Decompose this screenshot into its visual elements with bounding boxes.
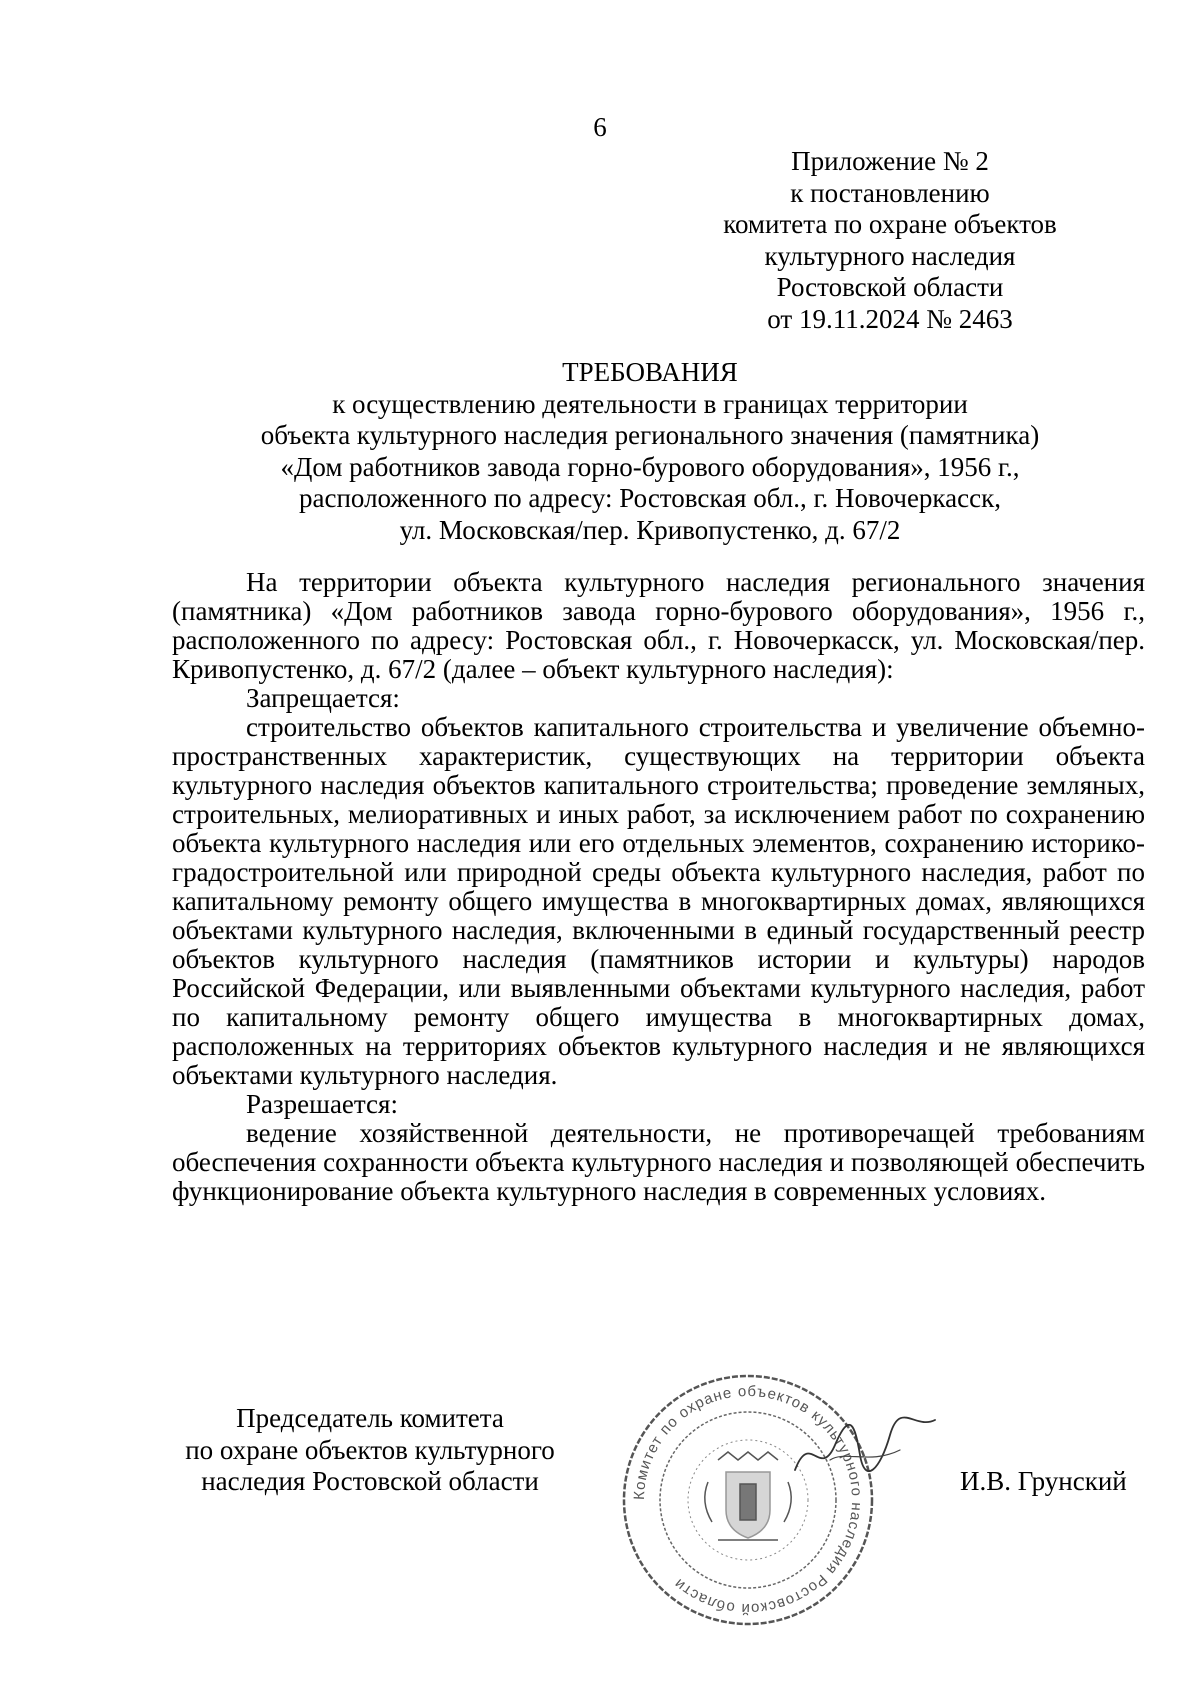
allowed-paragraph: ведение хозяйственной деятельности, не противоречащей требованиям обеспечения сохранности объекта культурного наследия и позволяющей обеспечить функционирование объекта культурного наследия в современных условиях.: [172, 1118, 1145, 1206]
prohibited-paragraph: строительство объектов капитального строительства и увеличение объемно-пространственных характеристик, существующих на территории объекта культурного наследия объектов капитального строительства; проведение земляных, строительных, мелиоративных и иных работ, за исключением работ по сохранению объекта культурного наследия или его отдельных элементов, сохранению историко-градостроительной или природной среды объекта культурного наследия, работ по капитальному ремонту общего имущества в многоквартирных домах, являющихся объектами культурного наследия, включенными в единый государственный реестр объектов культурного наследия (памятников истории и культуры) народов Российской Федерации, или выявленными объектами культурного наследия, работ по капитальному ремонту общего имущества в многоквартирных домах, расположенных на территориях объектов культурного наследия и не являющихся объектами культурного наследия.: [172, 712, 1145, 1090]
signatory-name: И.В. Грунский: [960, 1466, 1127, 1496]
page-number: 6: [593, 112, 607, 142]
title-line: «Дом работников завода горно-бурового оборудования», 1956 г.,: [280, 451, 1020, 482]
title-line: объекта культурного наследия регионального значения (памятника): [260, 420, 1040, 450]
title-line: расположенного по адресу: Ростовская обл., г. Новочеркасск,: [299, 483, 1001, 513]
title-heading: ТРЕБОВАНИЯ: [562, 357, 738, 387]
appendix-line: комитета по охране объектов: [723, 209, 1057, 239]
position-line: наследия Ростовской области: [201, 1466, 539, 1496]
appendix-line: Приложение № 2: [791, 146, 989, 176]
position-line: Председатель комитета: [236, 1403, 504, 1433]
coat-of-arms-icon: [705, 1452, 791, 1540]
official-seal: [618, 1370, 878, 1630]
appendix-line: Ростовской области: [776, 272, 1004, 302]
appendix-line: от 19.11.2024 № 2463: [767, 303, 1013, 334]
signatory-position: [150, 1403, 590, 1498]
seal-outer-text: Комитет по охране объектов культурного наследия Ростовской области: [630, 1382, 866, 1618]
appendix-block: [720, 146, 1060, 335]
position-line: по охране объектов культурного: [185, 1434, 555, 1465]
intro-paragraph: На территории объекта культурного наследия регионального значения (памятника) «Дом работников завода горно-бурового оборудования», 1956 г., расположенного по адресу: Ростовская обл., г. Новочеркасск, ул. Московская/пер. Кривопустенко, д. 67/2 (далее – объект культурного наследия):: [172, 567, 1145, 684]
allowed-label: Разрешается:: [246, 1089, 398, 1119]
appendix-line: к постановлению: [790, 177, 990, 208]
prohibited-label: Запрещается:: [246, 683, 400, 713]
appendix-line: культурного наследия: [764, 240, 1016, 271]
handwritten-signature: [790, 1410, 940, 1490]
title-line: ул. Московская/пер. Кривопустенко, д. 67/2: [399, 514, 901, 545]
title-line: к осуществлению деятельности в границах территории: [332, 388, 968, 419]
document-body: [172, 568, 1145, 1206]
document-title: [170, 357, 1130, 546]
